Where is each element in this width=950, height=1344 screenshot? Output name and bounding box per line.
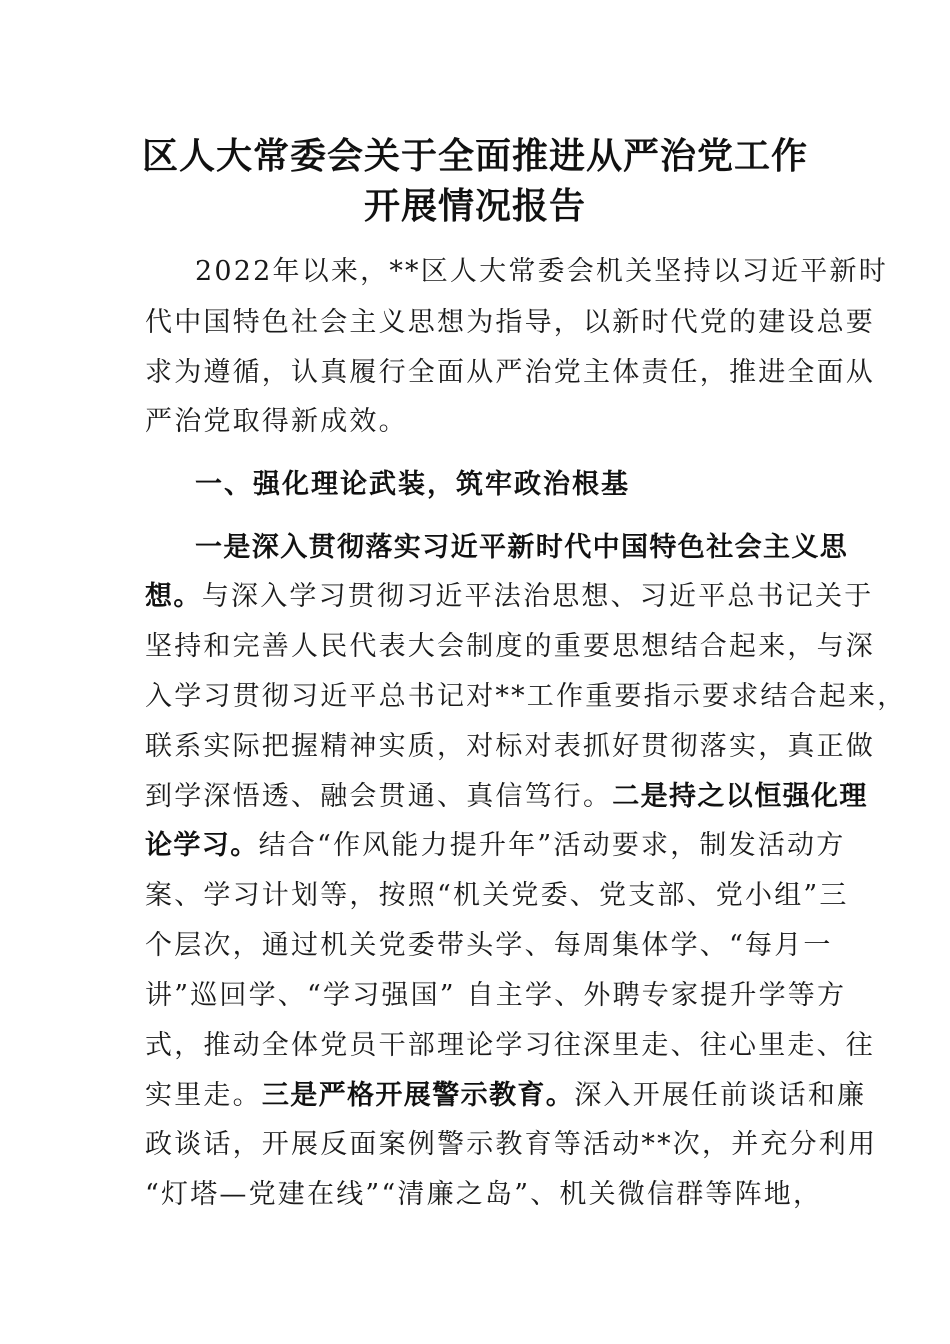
paragraph-line: [145, 1080, 867, 1112]
paragraph-line: [145, 781, 868, 813]
point-3-heading: 三是严格开展警示教育。: [261, 1080, 575, 1111]
point-2-line: 案、学习计划等，按照“机关党委、党支部、党小组”三: [145, 880, 849, 911]
point-2-end: 实里走。: [145, 1080, 262, 1111]
point-3-line: “灯塔—党建在线”“清廉之岛”、机关微信群等阵地，: [145, 1179, 823, 1210]
point-2-line: 个层次，通过机关党委带头学、每周集体学、“每月一: [145, 930, 833, 961]
point-2-line: 式，推动全体党员干部理论学习往深里走、往心里走、往: [145, 1030, 875, 1061]
point-2-line: 讲”巡回学、“学习强国” 自主学、外聘专家提升学等方: [145, 980, 847, 1011]
paragraph-line: [145, 581, 874, 613]
point-1-line: 入学习贯彻习近平总书记对**工作重要指示要求结合起来，: [145, 681, 907, 712]
point-3-line: 政谈话，开展反面案例警示教育等活动**次，并充分利用: [145, 1129, 878, 1160]
section-heading-1: 一、强化理论武装，筑牢政治根基: [195, 469, 630, 500]
intro-line-4: 严治党取得新成效。: [145, 406, 408, 437]
intro-line-2: 代中国特色社会主义思想为指导，以新时代党的建设总要: [145, 307, 875, 338]
document-title-line-1: 区人大常委会关于全面推进从严治党工作: [141, 136, 808, 177]
point-1-heading-part-b: 想。: [145, 581, 202, 612]
intro-line-3: 求为遵循，认真履行全面从严治党主体责任，推进全面从: [145, 357, 875, 388]
point-2-text: 结合“作风能力提升年”活动要求，制发活动方: [258, 830, 846, 861]
document-title-line-2: 开展情况报告: [363, 186, 586, 227]
point-1-heading-part-a: 一是深入贯彻落实习近平新时代中国特色社会主义思: [195, 532, 849, 563]
point-1-text: 与深入学习贯彻习近平法治思想、习近平总书记关于: [201, 581, 874, 612]
point-1-end: 到学深悟透、融会贯通、真信笃行。: [145, 781, 613, 812]
point-2-heading-part-a: 二是持之以恒强化理: [612, 781, 868, 812]
point-1-line: 联系实际把握精神实质，对标对表抓好贯彻落实，真正做: [145, 731, 875, 762]
point-1-line: 坚持和完善人民代表大会制度的重要思想结合起来，与深: [145, 631, 875, 662]
intro-line-1: 2022年以来，**区人大常委会机关坚持以习近平新时: [195, 256, 888, 287]
paragraph-line: [145, 830, 846, 862]
point-2-heading-part-b: 论学习。: [145, 830, 259, 861]
point-3-text: 深入开展任前谈话和廉: [574, 1080, 867, 1111]
